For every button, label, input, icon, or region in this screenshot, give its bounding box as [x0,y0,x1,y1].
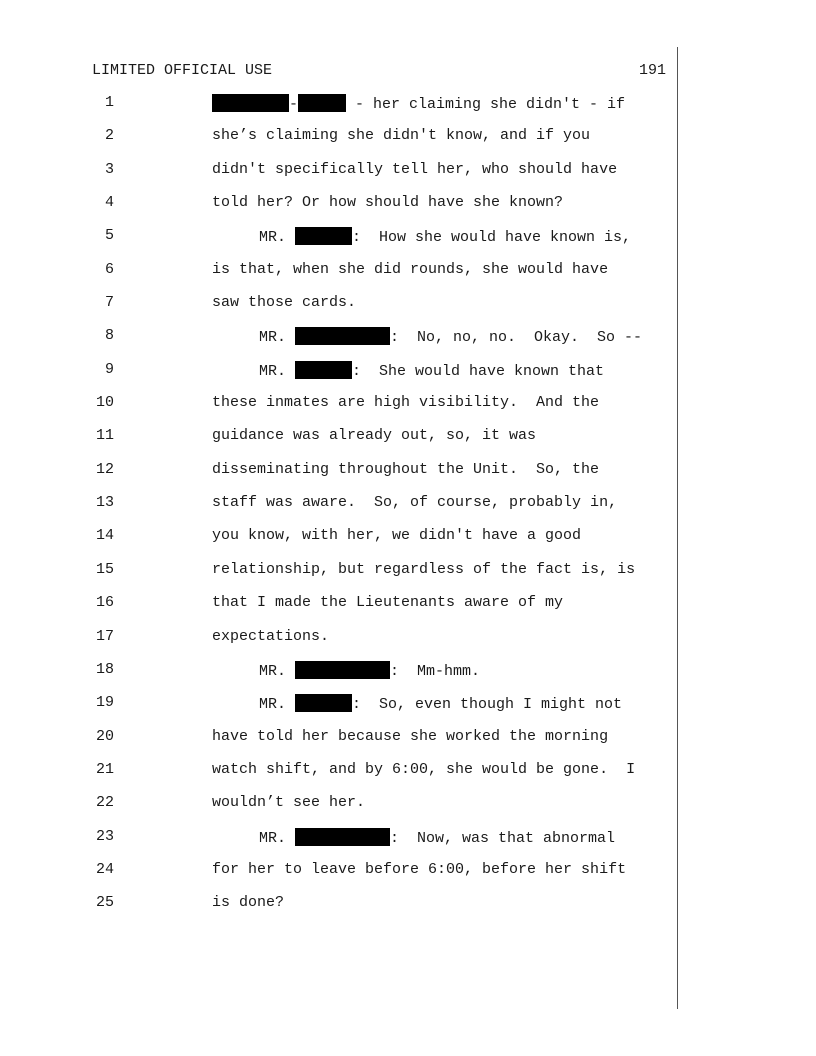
transcript-line [0,320,816,353]
line-number: 6 [104,260,114,278]
line-number: 8 [104,327,114,345]
line-text: guidance was already out, so, it was [212,427,537,445]
transcript-line [0,587,816,620]
line-text: have told her because she worked the morning [212,727,609,745]
transcript-body [0,87,816,921]
page-number: 191 [638,62,666,79]
transcript-line [0,154,816,187]
speaker-line: MR. : So, even though I might not [259,696,623,714]
line-text: staff was aware. So, of course, probably in, [212,494,618,512]
speaker-prefix: MR. [259,829,296,847]
line-text: for her to leave before 6:00, before her shift [212,860,627,878]
transcript-line [0,387,816,420]
speaker-line: MR. : Now, was that abnormal [259,829,616,847]
transcript-line [0,87,816,120]
line-number: 20 [95,727,114,745]
line-number: 24 [95,860,114,878]
page-header [0,62,816,82]
line-text: you know, with her, we didn't have a good [212,527,582,545]
classification-marking: LIMITED OFFICIAL USE [92,62,273,79]
speaker-prefix: MR. [259,696,296,714]
speaker-prefix: MR. [259,229,296,247]
line-text: wouldn’t see her. [212,794,366,812]
transcript-line [0,454,816,487]
line-text: saw those cards. [212,294,357,312]
line-number: 9 [104,360,114,378]
speaker-line: MR. : She would have known that [259,362,605,380]
transcript-line [0,120,816,153]
line-text: didn't specifically tell her, who should have [212,160,618,178]
transcript-line [0,687,816,720]
line-number: 1 [104,94,114,111]
line-text: that I made the Lieutenants aware of my [212,594,564,612]
transcript-line [0,187,816,220]
redaction-block [212,94,289,112]
speaker-line: MR. : Mm-hmm. [259,662,481,680]
line-text: - - her claiming she didn't - if [212,94,625,113]
transcript-line [0,354,816,387]
line-number: 22 [95,794,114,812]
line-number: 14 [95,527,114,545]
line-text: is done? [212,894,285,912]
redaction-block [295,227,352,245]
line-number: 2 [104,127,114,145]
redaction-block [295,361,352,379]
speaker-prefix: MR. [259,362,296,380]
line-text: disseminating throughout the Unit. So, the [212,460,600,478]
line-text: is that, when she did rounds, she would have [212,260,609,278]
line-text: watch shift, and by 6:00, she would be gone. I [212,760,636,778]
line-number: 7 [104,294,114,312]
transcript-line [0,420,816,453]
redaction-block [298,94,346,112]
line-number: 15 [95,560,114,578]
transcript-line [0,520,816,553]
line-number: 17 [95,627,114,645]
transcript-line [0,654,816,687]
line-number: 16 [95,594,114,612]
line-number: 11 [95,427,114,445]
line-number: 12 [95,460,114,478]
transcript-line [0,754,816,787]
redaction-block [295,661,390,679]
line-number: 21 [95,760,114,778]
speaker-prefix: MR. [259,662,296,680]
line-number: 19 [95,694,114,712]
redaction-block [295,828,390,846]
line-number: 23 [95,827,114,845]
line-number: 3 [104,160,114,178]
speaker-prefix: MR. [259,329,296,347]
transcript-line [0,821,816,854]
transcript-line [0,487,816,520]
transcript-line [0,287,816,320]
redaction-block [295,327,390,345]
transcript-line [0,220,816,253]
transcript-line [0,787,816,820]
line-text: she’s claiming she didn't know, and if you [212,127,591,145]
line-text: told her? Or how should have she known? [212,194,564,212]
redaction-block [295,694,352,712]
line-number: 25 [95,894,114,912]
line-number: 13 [95,494,114,512]
line-text: expectations. [212,627,330,645]
line-number: 18 [95,660,114,678]
transcript-line [0,621,816,654]
line-text: relationship, but regardless of the fact is, is [212,560,636,578]
transcript-line [0,721,816,754]
line-number: 4 [104,194,114,212]
transcript-line [0,854,816,887]
transcript-line [0,887,816,920]
transcript-line [0,554,816,587]
line-number: 5 [104,227,114,245]
line-text: these inmates are high visibility. And the [212,394,600,412]
speaker-line: MR. : How she would have known is, [259,229,632,247]
transcript-line [0,254,816,287]
speaker-line: MR. : No, no, no. Okay. So -- [259,329,643,347]
line-number: 10 [95,394,114,412]
